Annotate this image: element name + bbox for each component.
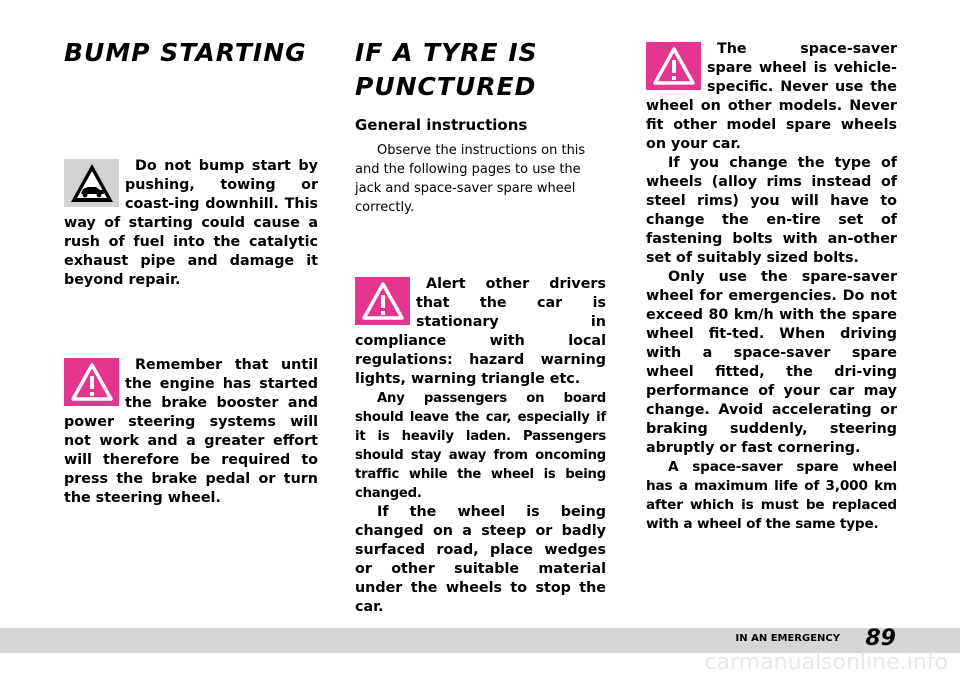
warning-triangle-icon	[355, 277, 410, 325]
spare-wheel-warning	[646, 40, 897, 534]
bump-start-warning	[64, 157, 318, 290]
section-title: IN AN EMERGENCY	[735, 633, 840, 644]
bump-start-warning-text: Do not bump start by pushing, towing or coast-ing downhill. This way of starting could cause a rush of fuel into the catalytic exhaust pipe and damage it beyond repair.	[64, 158, 318, 288]
page-number: 89	[865, 626, 896, 651]
general-instructions-subheading: General instructions	[355, 116, 528, 134]
spare-wheel-life-text: A space-saver spare wheel has a maximum life of 3,000 km after which is must be replaced with a wheel of the same type.	[646, 459, 897, 532]
stationary-warning	[355, 275, 606, 617]
spare-wheel-warning-lead: The space-saver spare wheel is vehicle-specific. Never use the wheel on other models. Never fit other model spare wheels on your car.	[646, 41, 897, 152]
general-instructions-text: Observe the instructions on this and the following pages to use the jack and space-saver spare wheel correctly.	[355, 143, 586, 215]
stationary-warning-lead: Alert other drivers that the car is stationary in compliance with local regulations: hazard warning lights, warning triangle etc.	[355, 276, 606, 387]
puncture-heading-line-2: PUNCTURED	[355, 72, 537, 101]
puncture-heading-line-1: IF A TYRE IS	[355, 38, 538, 67]
steep-road-warning-text: If the wheel is being changed on a steep or badly surfaced road, place wedges or other suitable material under the wheels to stop the car.	[355, 504, 606, 615]
watermark: carmanualsonline.info	[704, 650, 948, 675]
left-column	[64, 36, 318, 70]
wheel-type-change-text: If you change the type of wheels (alloy rims instead of steel rims) you will have to change the en-tire set of fastening bolts with an-other set of suitably sized bolts.	[646, 155, 897, 266]
emergency-use-text: Only use the spare-saver wheel for emergencies. Do not exceed 80 km/h with the spare wheel fit-ted. When driving with a space-saver spare wheel fitted, the dri-ving performance of your car may change. Avoid accelerating or braking suddenly, steering abruptly or fast cornering.	[646, 269, 897, 456]
car-warning-icon	[64, 159, 119, 207]
brake-warning	[64, 356, 318, 508]
passengers-warning-text: Any passengers on board should leave the car, especially if it is heavily laden. Passengers should stay away from oncoming traffic while the wheel is being changed.	[355, 391, 606, 501]
middle-column	[355, 36, 606, 217]
bump-starting-heading: BUMP STARTING	[64, 38, 307, 67]
warning-triangle-icon	[646, 42, 701, 90]
warning-triangle-icon	[64, 358, 119, 406]
brake-warning-text: Remember that until the engine has started the brake booster and power steering systems will not work and a greater effort will therefore be required to press the brake pedal or turn the steering wheel.	[64, 357, 318, 506]
